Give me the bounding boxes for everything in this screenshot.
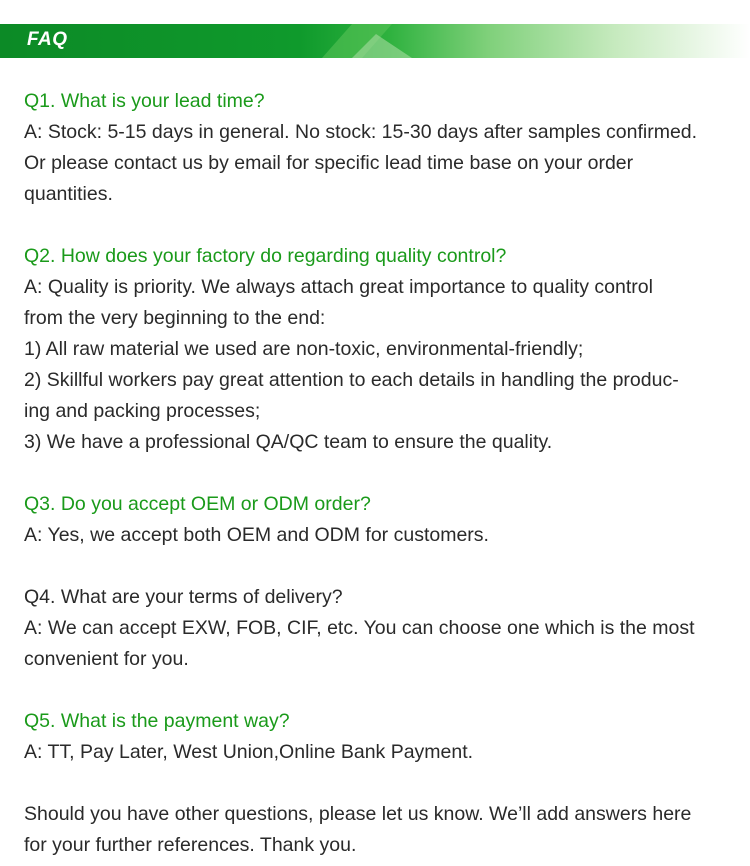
faq-answer-line: quantities. bbox=[24, 183, 113, 205]
faq-content bbox=[24, 86, 736, 861]
faq-question: Q5. What is the payment way? bbox=[24, 710, 290, 732]
faq-header-banner bbox=[0, 24, 750, 58]
faq-answer-line: A: Yes, we accept both OEM and ODM for customers. bbox=[24, 524, 489, 546]
closing-line: for your further references. Thank you. bbox=[24, 834, 357, 856]
faq-answer-line: convenient for you. bbox=[24, 648, 189, 670]
spacer bbox=[24, 675, 736, 706]
faq-item-q1 bbox=[24, 86, 736, 210]
faq-closing bbox=[24, 799, 736, 861]
faq-answer-line: 2) Skillful workers pay great attention to each details in handling the produc- bbox=[24, 369, 679, 391]
closing-line: Should you have other questions, please let us know. We’ll add answers here bbox=[24, 803, 692, 825]
faq-question: Q3. Do you accept OEM or ODM order? bbox=[24, 493, 371, 515]
faq-answer-line: 1) All raw material we used are non-toxic, environmental-friendly; bbox=[24, 338, 584, 360]
faq-answer-line: 3) We have a professional QA/QC team to ensure the quality. bbox=[24, 431, 553, 453]
spacer bbox=[24, 768, 736, 799]
faq-answer-line: A: Stock: 5-15 days in general. No stock: 15-30 days after samples confirmed. bbox=[24, 121, 698, 143]
faq-item-q2 bbox=[24, 241, 736, 458]
faq-item-q4 bbox=[24, 582, 736, 675]
faq-title: FAQ bbox=[27, 29, 68, 50]
faq-answer-line: A: We can accept EXW, FOB, CIF, etc. You can choose one which is the most bbox=[24, 617, 695, 639]
spacer bbox=[24, 551, 736, 582]
faq-question: Q4. What are your terms of delivery? bbox=[24, 586, 343, 608]
spacer bbox=[24, 210, 736, 241]
faq-answer-line: Or please contact us by email for specific lead time base on your order bbox=[24, 152, 634, 174]
faq-question: Q2. How does your factory do regarding quality control? bbox=[24, 245, 507, 267]
faq-header-decoration bbox=[0, 24, 750, 58]
faq-question: Q1. What is your lead time? bbox=[24, 90, 265, 112]
spacer bbox=[24, 458, 736, 489]
faq-answer-line: ing and packing processes; bbox=[24, 400, 261, 422]
faq-answer-line: A: Quality is priority. We always attach great importance to quality control bbox=[24, 276, 653, 298]
faq-answer-line: from the very beginning to the end: bbox=[24, 307, 326, 329]
faq-answer-line: A: TT, Pay Later, West Union,Online Bank Payment. bbox=[24, 741, 474, 763]
faq-item-q5 bbox=[24, 706, 736, 768]
faq-item-q3 bbox=[24, 489, 736, 551]
